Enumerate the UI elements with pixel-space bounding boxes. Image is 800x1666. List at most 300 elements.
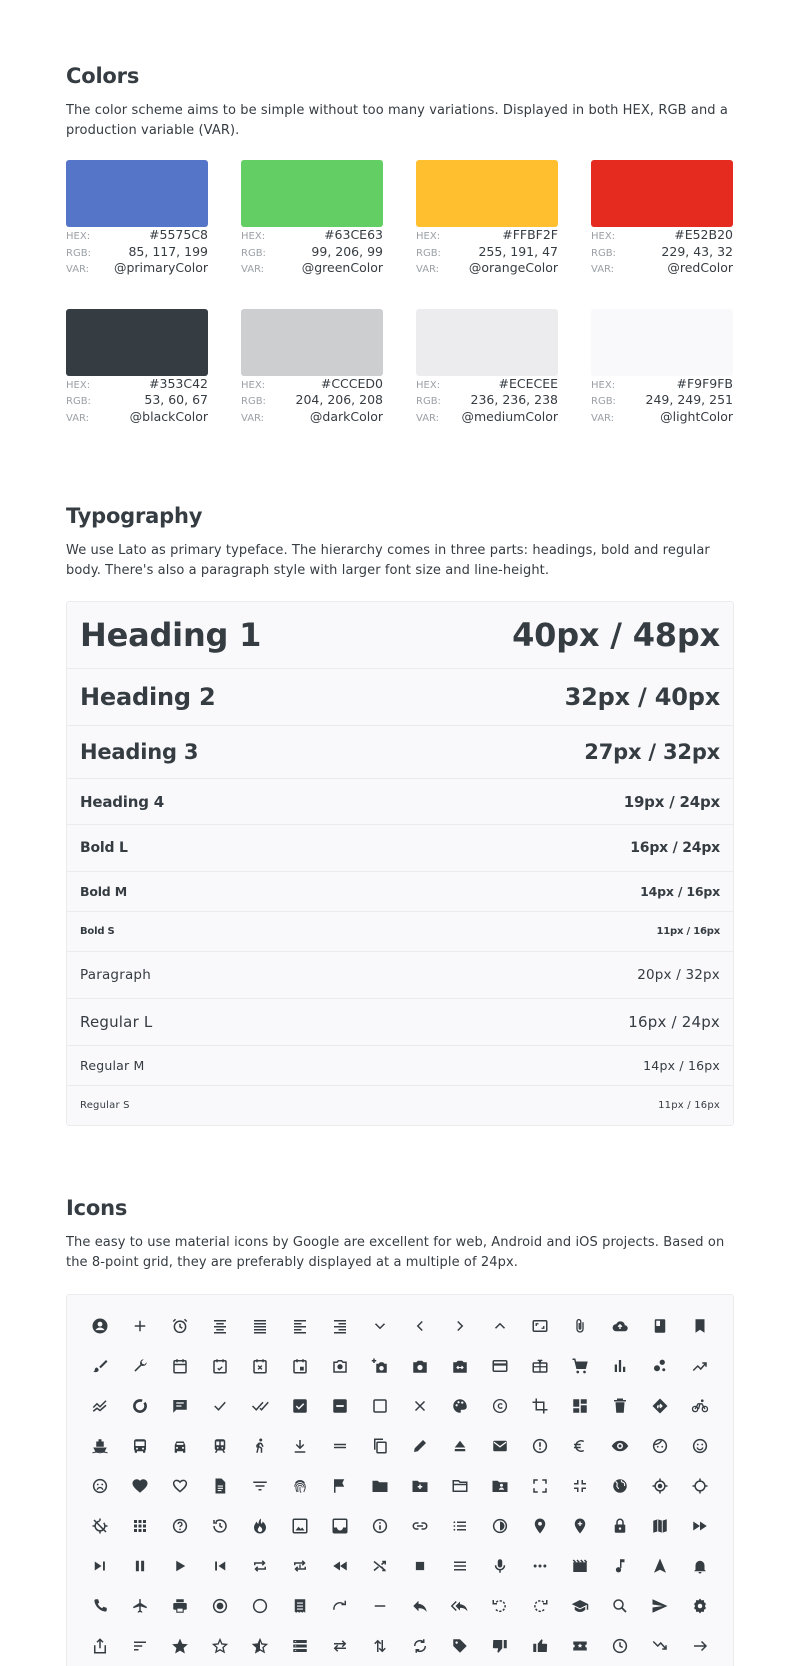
redo-icon-glyph — [331, 1597, 349, 1615]
sort-icon-glyph — [131, 1637, 149, 1655]
radio-checked-icon-glyph — [211, 1597, 229, 1615]
shuffle-icon — [360, 1546, 400, 1586]
attachment-icon — [560, 1306, 600, 1346]
type-style-name: Regular S — [80, 1100, 130, 1111]
wrench-icon — [120, 1346, 160, 1386]
visibility-icon — [600, 1426, 640, 1466]
bar-chart-icon-glyph — [611, 1357, 629, 1375]
thumb-up-icon-glyph — [531, 1637, 549, 1655]
swatch-var-row — [591, 409, 733, 426]
chevron-left-icon-glyph — [411, 1317, 429, 1335]
swatch-var-label: VAR: — [66, 264, 90, 275]
rewind-icon-glyph — [331, 1557, 349, 1575]
swatch-var-row — [66, 260, 208, 277]
car-icon-glyph — [171, 1437, 189, 1455]
swatch-rgb-label: RGB: — [591, 247, 616, 259]
play-icon-glyph — [171, 1557, 189, 1575]
type-style-spec: 16px / 24px — [628, 1013, 720, 1031]
type-style-spec: 40px / 48px — [512, 616, 720, 654]
music-note-icon-glyph — [611, 1557, 629, 1575]
trending-down-icon — [640, 1626, 680, 1666]
swatch-rgb-row — [241, 244, 383, 261]
cloud-upload-icon — [600, 1306, 640, 1346]
remove-icon-glyph — [371, 1597, 389, 1615]
swatch-var-value: @mediumColor — [461, 408, 558, 424]
swatch-hex-row — [416, 227, 558, 244]
play-icon — [160, 1546, 200, 1586]
repeat-icon — [240, 1546, 280, 1586]
swatch-rgb-label: RGB: — [416, 247, 441, 259]
globe-icon-glyph — [611, 1477, 629, 1495]
chevron-right-icon — [440, 1306, 480, 1346]
map-icon — [640, 1506, 680, 1546]
align-right-icon-glyph — [331, 1317, 349, 1335]
swatch-chip — [416, 160, 558, 227]
brush-icon — [80, 1346, 120, 1386]
swatch-var-row — [241, 260, 383, 277]
done-all-icon — [240, 1386, 280, 1426]
search-icon-glyph — [611, 1597, 629, 1615]
swatch-rgb-label: RGB: — [241, 247, 266, 259]
star-border-icon-glyph — [211, 1637, 229, 1655]
color-swatch — [416, 309, 558, 426]
boat-icon-glyph — [91, 1437, 109, 1455]
favorite-icon-glyph — [131, 1477, 149, 1495]
swatch-rgb-value: 204, 206, 208 — [295, 392, 383, 407]
file-icon-glyph — [211, 1477, 229, 1495]
chevron-up-icon-glyph — [491, 1317, 509, 1335]
star-half-icon-glyph — [251, 1637, 269, 1655]
radio-unchecked-icon — [240, 1586, 280, 1626]
add-a-photo-icon-glyph — [371, 1357, 389, 1375]
swatch-hex-label: HEX: — [416, 231, 441, 242]
thumb-down-icon-glyph — [491, 1637, 509, 1655]
euro-icon-glyph — [571, 1437, 589, 1455]
walk-icon — [240, 1426, 280, 1466]
file-icon — [200, 1466, 240, 1506]
check-box-icon-glyph — [291, 1397, 309, 1415]
school-icon-glyph — [571, 1597, 589, 1615]
swatch-rgb-value: 255, 191, 47 — [478, 243, 558, 259]
swatch-hex-label: HEX: — [66, 379, 91, 391]
eject-icon-glyph — [451, 1437, 469, 1455]
add-a-photo-icon — [360, 1346, 400, 1386]
sync-icon — [400, 1626, 440, 1666]
color-swatch — [241, 160, 383, 277]
swatch-hex-label: HEX: — [591, 379, 616, 391]
storage-icon — [280, 1626, 320, 1666]
swatch-hex-row — [66, 376, 208, 393]
swatch-rgb-value: 236, 236, 238 — [470, 392, 558, 407]
brightness-icon — [480, 1506, 520, 1546]
type-style-spec: 27px / 32px — [584, 740, 720, 764]
swatch-var-value: @blackColor — [129, 408, 208, 424]
colors-section — [66, 64, 734, 425]
swatch-var-value: @primaryColor — [113, 260, 208, 275]
swatch-chip — [591, 309, 733, 376]
history-icon-glyph — [211, 1517, 229, 1535]
copy-icon-glyph — [371, 1437, 389, 1455]
type-style-row — [67, 1086, 733, 1125]
cloud-upload-icon-glyph — [611, 1317, 629, 1335]
colors-title: Colors — [66, 64, 140, 88]
swatch-rgb-row — [416, 392, 558, 409]
sort-icon — [120, 1626, 160, 1666]
delete-icon — [600, 1386, 640, 1426]
directions-icon — [640, 1386, 680, 1426]
folder-shared-icon-glyph — [491, 1477, 509, 1495]
checkbox-blank-icon-glyph — [371, 1397, 389, 1415]
type-style-spec: 11px / 16px — [658, 1100, 720, 1111]
swap-horiz-icon-glyph — [331, 1637, 349, 1655]
type-style-row — [67, 602, 733, 669]
lock-icon — [600, 1506, 640, 1546]
color-swatch — [591, 309, 733, 426]
mail-icon — [480, 1426, 520, 1466]
info-icon — [360, 1506, 400, 1546]
color-swatch — [66, 160, 208, 277]
type-style-row — [67, 872, 733, 912]
type-style-row — [67, 669, 733, 726]
swatch-var-value: @greenColor — [301, 260, 383, 275]
event-icon — [280, 1346, 320, 1386]
phone-icon-glyph — [91, 1597, 109, 1615]
smile-icon-glyph — [691, 1437, 709, 1455]
add-icon-glyph — [131, 1317, 149, 1335]
directions-icon-glyph — [651, 1397, 669, 1415]
menu-icon-glyph — [451, 1557, 469, 1575]
crop-icon — [520, 1386, 560, 1426]
school-icon — [560, 1586, 600, 1626]
create-folder-icon — [400, 1466, 440, 1506]
train-icon-glyph — [211, 1437, 229, 1455]
event-busy-icon — [240, 1346, 280, 1386]
swatch-chip — [591, 160, 733, 227]
mail-icon-glyph — [491, 1437, 509, 1455]
shopping-cart-icon-glyph — [571, 1357, 589, 1375]
rotate-right-icon-glyph — [531, 1597, 549, 1615]
swatch-var-row — [66, 409, 208, 426]
receipt-icon — [280, 1586, 320, 1626]
swap-vert-icon-glyph — [371, 1637, 389, 1655]
menu-icon — [440, 1546, 480, 1586]
multiline-chart-icon-glyph — [91, 1397, 109, 1415]
face-icon-glyph — [651, 1437, 669, 1455]
swatch-chip — [241, 160, 383, 227]
fullscreen-icon-glyph — [531, 1477, 549, 1495]
swatch-var-row — [416, 260, 558, 277]
type-style-spec: 16px / 24px — [630, 840, 720, 856]
icons-description: The easy to use material icons by Google are excellent for web, Android and iOS projects. Based on the 8-point grid, they are preferably displayed at a multiple of 24px. — [66, 1235, 725, 1270]
swatch-rgb-row — [591, 392, 733, 409]
swatch-rgb-value: 99, 206, 99 — [311, 243, 383, 259]
airplane-icon-glyph — [131, 1597, 149, 1615]
credit-card-icon — [480, 1346, 520, 1386]
phone-icon — [80, 1586, 120, 1626]
eject-icon — [440, 1426, 480, 1466]
type-style-spec: 20px / 32px — [637, 967, 720, 983]
sad-icon — [80, 1466, 120, 1506]
movie-icon-glyph — [571, 1557, 589, 1575]
close-icon — [400, 1386, 440, 1426]
chat-icon — [160, 1386, 200, 1426]
drag-handle-icon — [320, 1426, 360, 1466]
align-center-icon — [200, 1306, 240, 1346]
folder-icon — [360, 1466, 400, 1506]
swatch-hex-value: #5575C8 — [149, 227, 208, 242]
fullscreen-icon — [520, 1466, 560, 1506]
type-style-name: Regular M — [80, 1058, 145, 1073]
reply-icon-glyph — [411, 1597, 429, 1615]
color-swatch — [416, 160, 558, 277]
event-busy-icon-glyph — [251, 1357, 269, 1375]
rotate-left-icon — [480, 1586, 520, 1626]
image-icon — [280, 1506, 320, 1546]
folder-icon-glyph — [371, 1477, 389, 1495]
swatch-chip — [416, 309, 558, 376]
settings-icon — [680, 1586, 720, 1626]
add-location-icon — [560, 1506, 600, 1546]
swatch-hex-value: #63CE63 — [324, 227, 383, 242]
swatch-hex-label: HEX: — [241, 231, 266, 242]
swatch-hex-row — [416, 376, 558, 393]
reply-all-icon-glyph — [451, 1597, 469, 1615]
type-style-row — [67, 999, 733, 1046]
redo-icon — [320, 1586, 360, 1626]
close-icon-glyph — [411, 1397, 429, 1415]
error-icon — [520, 1426, 560, 1466]
camera-icon-glyph — [331, 1357, 349, 1375]
arrow-forward-icon-glyph — [691, 1637, 709, 1655]
copyright-icon-glyph — [491, 1397, 509, 1415]
download-icon — [280, 1426, 320, 1466]
repeat-icon-glyph — [251, 1557, 269, 1575]
aspect-ratio-icon-glyph — [531, 1317, 549, 1335]
indeterminate-box-icon-glyph — [331, 1397, 349, 1415]
alarm-icon — [160, 1306, 200, 1346]
bubble-chart-icon-glyph — [651, 1357, 669, 1375]
folder-shared-icon — [480, 1466, 520, 1506]
reply-all-icon — [440, 1586, 480, 1626]
swatch-rgb-label: RGB: — [241, 396, 266, 407]
chevron-left-icon — [400, 1306, 440, 1346]
list-icon — [440, 1506, 480, 1546]
thumb-down-icon — [480, 1626, 520, 1666]
type-style-name: Regular L — [80, 1013, 153, 1031]
repeat-one-icon-glyph — [291, 1557, 309, 1575]
pause-icon — [120, 1546, 160, 1586]
type-style-name: Heading 1 — [80, 616, 262, 654]
type-style-row — [67, 1046, 733, 1086]
camera-alt-icon-glyph — [411, 1357, 429, 1375]
place-icon — [520, 1506, 560, 1546]
brightness-icon-glyph — [491, 1517, 509, 1535]
type-style-spec: 19px / 24px — [623, 792, 720, 811]
rotate-right-icon — [520, 1586, 560, 1626]
icon-panel — [66, 1294, 734, 1666]
flag-icon-glyph — [331, 1477, 349, 1495]
notification-icon — [680, 1546, 720, 1586]
align-center-icon-glyph — [211, 1317, 229, 1335]
palette-icon-glyph — [451, 1397, 469, 1415]
swatch-var-row — [241, 409, 383, 426]
swatch-var-label: VAR: — [241, 412, 265, 424]
check-icon — [200, 1386, 240, 1426]
swatch-var-row — [591, 260, 733, 277]
favorite-border-icon — [160, 1466, 200, 1506]
fingerprint-icon-glyph — [291, 1477, 309, 1495]
swatch-rgb-label: RGB: — [66, 396, 91, 407]
swatch-hex-row — [241, 376, 383, 393]
swatch-chip — [66, 309, 208, 376]
link-icon-glyph — [411, 1517, 429, 1535]
camera-switch-icon-glyph — [451, 1357, 469, 1375]
more-horiz-icon-glyph — [531, 1557, 549, 1575]
gps-not-fixed-icon-glyph — [691, 1477, 709, 1495]
swatch-hex-value: #FFBF2F — [502, 227, 558, 242]
sad-icon-glyph — [91, 1477, 109, 1495]
favorite-icon — [120, 1466, 160, 1506]
map-icon-glyph — [651, 1517, 669, 1535]
check-icon-glyph — [211, 1397, 229, 1415]
swatch-hex-label: HEX: — [66, 231, 91, 242]
send-icon — [640, 1586, 680, 1626]
calendar-icon-glyph — [171, 1357, 189, 1375]
face-icon — [640, 1426, 680, 1466]
help-icon-glyph — [171, 1517, 189, 1535]
place-icon-glyph — [531, 1517, 549, 1535]
event-icon-glyph — [291, 1357, 309, 1375]
skip-previous-icon-glyph — [211, 1557, 229, 1575]
swatch-hex-row — [591, 227, 733, 244]
delete-icon-glyph — [611, 1397, 629, 1415]
swatch-var-label: VAR: — [66, 412, 90, 424]
camera-switch-icon — [440, 1346, 480, 1386]
attachment-icon-glyph — [571, 1317, 589, 1335]
chat-icon-glyph — [171, 1397, 189, 1415]
help-icon — [160, 1506, 200, 1546]
type-style-name: Bold L — [80, 840, 128, 856]
checkbox-blank-icon — [360, 1386, 400, 1426]
chevron-up-icon — [480, 1306, 520, 1346]
smile-icon — [680, 1426, 720, 1466]
swatch-rgb-value: 85, 117, 199 — [128, 243, 208, 259]
type-style-spec: 14px / 16px — [643, 1058, 720, 1073]
fullscreen-exit-icon-glyph — [571, 1477, 589, 1495]
type-style-name: Heading 3 — [80, 740, 199, 764]
rewind-icon — [320, 1546, 360, 1586]
reply-icon — [400, 1586, 440, 1626]
type-style-spec: 32px / 40px — [564, 683, 720, 711]
time-icon-glyph — [611, 1637, 629, 1655]
remove-icon — [360, 1586, 400, 1626]
navigation-icon-glyph — [651, 1557, 669, 1575]
bus-icon-glyph — [131, 1437, 149, 1455]
shuffle-icon-glyph — [371, 1557, 389, 1575]
star-half-icon — [240, 1626, 280, 1666]
type-style-row — [67, 726, 733, 779]
bubble-chart-icon — [640, 1346, 680, 1386]
chevron-down-icon-glyph — [371, 1317, 389, 1335]
folder-open-icon-glyph — [451, 1477, 469, 1495]
typography-title: Typography — [66, 504, 203, 528]
airplane-icon — [120, 1586, 160, 1626]
dashboard-icon — [560, 1386, 600, 1426]
chevron-down-icon — [360, 1306, 400, 1346]
favorite-border-icon-glyph — [171, 1477, 189, 1495]
icon-grid — [67, 1295, 733, 1666]
swatch-var-row — [416, 409, 558, 426]
type-style-name: Heading 4 — [80, 792, 165, 811]
type-style-name: Heading 2 — [80, 683, 216, 711]
done-all-icon-glyph — [251, 1397, 269, 1415]
apps-icon-glyph — [131, 1517, 149, 1535]
trending-up-icon — [680, 1346, 720, 1386]
wrench-icon-glyph — [131, 1357, 149, 1375]
star-border-icon — [200, 1626, 240, 1666]
swatch-var-value: @darkColor — [309, 408, 383, 424]
ticket-icon-glyph — [571, 1637, 589, 1655]
add-icon — [120, 1306, 160, 1346]
bus-icon — [120, 1426, 160, 1466]
star-icon-glyph — [171, 1637, 189, 1655]
color-swatches — [66, 160, 734, 425]
fast-forward-icon — [680, 1506, 720, 1546]
time-icon — [600, 1626, 640, 1666]
bookmark-icon — [680, 1306, 720, 1346]
color-swatch — [591, 160, 733, 277]
download-icon-glyph — [291, 1437, 309, 1455]
fullscreen-exit-icon — [560, 1466, 600, 1506]
type-style-row — [67, 912, 733, 952]
typography-description: We use Lato as primary typeface. The hierarchy comes in three parts: headings, bold and regular body. There's also a paragraph style with larger font size and line-height. — [66, 543, 710, 578]
boat-icon — [80, 1426, 120, 1466]
swatch-hex-label: HEX: — [591, 231, 616, 242]
account-circle-icon — [80, 1306, 120, 1346]
navigation-icon — [640, 1546, 680, 1586]
dashboard-icon-glyph — [571, 1397, 589, 1415]
list-icon-glyph — [451, 1517, 469, 1535]
swatch-var-value: @redColor — [667, 260, 733, 275]
mic-icon — [480, 1546, 520, 1586]
calendar-icon — [160, 1346, 200, 1386]
rotate-left-icon-glyph — [491, 1597, 509, 1615]
swatch-rgb-row — [66, 244, 208, 261]
repeat-one-icon — [280, 1546, 320, 1586]
swatch-chip — [66, 160, 208, 227]
palette-icon — [440, 1386, 480, 1426]
thumb-up-icon — [520, 1626, 560, 1666]
bookmark-icon-glyph — [691, 1317, 709, 1335]
type-style-name: Paragraph — [80, 967, 151, 983]
euro-icon — [560, 1426, 600, 1466]
notification-icon-glyph — [691, 1557, 709, 1575]
history-icon — [200, 1506, 240, 1546]
swatch-var-label: VAR: — [591, 412, 615, 424]
error-icon-glyph — [531, 1437, 549, 1455]
alarm-icon-glyph — [171, 1317, 189, 1335]
bike-icon — [680, 1386, 720, 1426]
fast-forward-icon-glyph — [691, 1517, 709, 1535]
align-left-icon-glyph — [291, 1317, 309, 1335]
swatch-rgb-value: 53, 60, 67 — [144, 392, 208, 407]
info-icon-glyph — [371, 1517, 389, 1535]
skip-next-icon — [80, 1546, 120, 1586]
type-style-spec: 14px / 16px — [640, 884, 720, 899]
receipt-icon-glyph — [291, 1597, 309, 1615]
mic-icon-glyph — [491, 1557, 509, 1575]
swatch-hex-value: #F9F9FB — [676, 375, 733, 391]
